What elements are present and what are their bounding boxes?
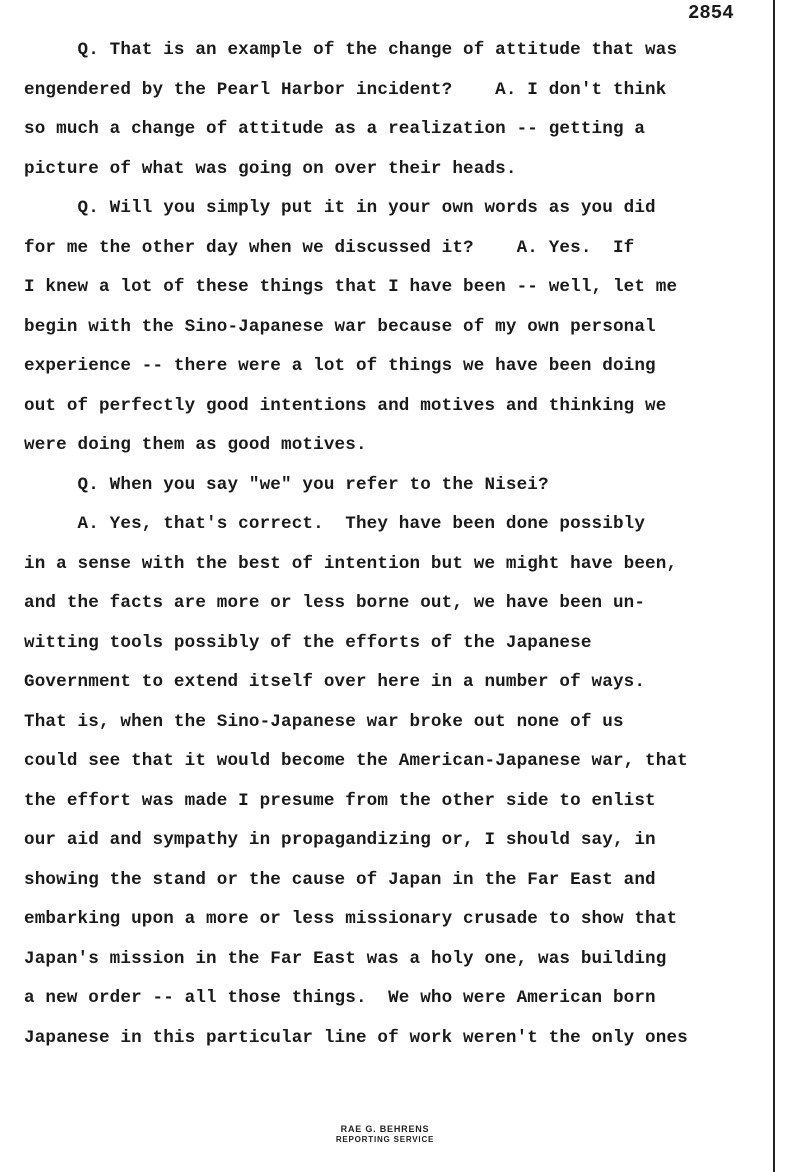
text-line: embarking upon a more or less missionary crusade to show that — [24, 909, 678, 929]
text-line: A. Yes, that's correct. They have been done possibly — [24, 514, 646, 534]
text-line: Q. That is an example of the change of attitude that was — [24, 40, 678, 60]
reporter-name: RAE G. BEHRENS — [340, 1124, 430, 1134]
text-line: engendered by the Pearl Harbor incident? A. I don't think — [24, 79, 667, 100]
text-line: could see that it would become the American-Japanese war, that — [24, 751, 688, 771]
text-line: Q. When you say "we" you refer to the Nisei? — [24, 474, 549, 495]
transcript-body — [24, 34, 769, 1061]
text-line: begin with the Sino-Japanese war because of my own personal — [24, 316, 656, 337]
reporter-service: REPORTING SERVICE — [335, 1135, 435, 1144]
text-line: showing the stand or the cause of Japan in the Far East and — [24, 869, 656, 890]
text-line: so much a change of attitude as a realization -- getting a — [24, 119, 646, 139]
text-line: a new order -- all those things. We who were American born — [24, 988, 656, 1008]
text-line: experience -- there were a lot of things we have been doing — [24, 356, 656, 376]
text-line: Japanese in this particular line of work weren't the only ones — [24, 1027, 688, 1048]
text-line: picture of what was going on over their heads. — [24, 158, 517, 179]
text-line: I knew a lot of these things that I have been -- well, let me — [24, 277, 678, 297]
text-line: Japan's mission in the Far East was a holy one, was building — [24, 948, 667, 969]
text-line: That is, when the Sino-Japanese war broke out none of us — [24, 711, 624, 732]
reporter-footer — [0, 1124, 770, 1144]
text-line: Government to extend itself over here in a number of ways. — [24, 672, 646, 692]
right-margin-rule — [773, 0, 775, 1172]
text-line: for me the other day when we discussed it? A. Yes. If — [24, 237, 635, 258]
text-line: out of perfectly good intentions and motives and thinking we — [24, 395, 667, 416]
text-line: witting tools possibly of the efforts of the Japanese — [24, 632, 592, 653]
text-line: our aid and sympathy in propagandizing or, I should say, in — [24, 830, 656, 850]
page-number: 2854 — [688, 2, 734, 24]
text-line: were doing them as good motives. — [24, 435, 367, 455]
text-line: in a sense with the best of intention but we might have been, — [24, 553, 678, 574]
text-line: and the facts are more or less borne out, we have been un- — [24, 593, 646, 613]
text-line: Q. Will you simply put it in your own words as you did — [24, 198, 656, 218]
text-line: the effort was made I presume from the other side to enlist — [24, 790, 656, 811]
